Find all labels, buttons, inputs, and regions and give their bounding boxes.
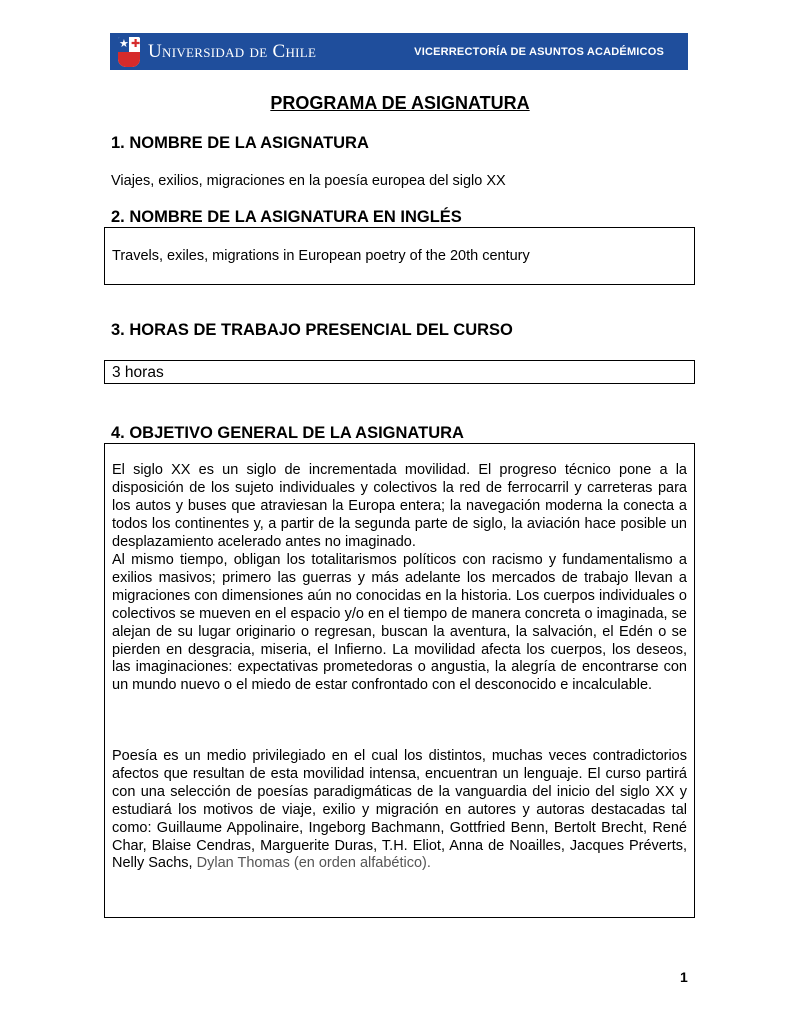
university-header-banner	[110, 33, 688, 70]
objective-paragraph-3-main: Poesía es un medio privilegiado en el cual los distintos, muchas veces contradictorios afectos que resultan de esta movilidad intensa, encuentran un lenguaje. El curso partirá con una selección de poesías paradigmáticas de la vanguardia del inicio del siglo XX y estudiará los motivos de viaje, exilio y migración en autores y autoras destacadas tal como: Guillaume Appolinaire, Ingeborg Bachmann, Gottfried Benn, Bertolt Brecht, René Char, Blaise Cendras, Marguerite Duras, T.H. Eliot, Anna de Noailles, Jacques Préverts, Nelly Sachs,	[112, 748, 687, 872]
document-title: PROGRAMA DE ASIGNATURA	[270, 93, 530, 113]
objective-paragraph-3-end: Dylan Thomas (en orden alfabético).	[196, 855, 431, 872]
section-2-heading: 2. NOMBRE DE LA ASIGNATURA EN INGLÉS	[111, 208, 462, 226]
objective-box	[104, 443, 695, 918]
course-name-english: Travels, exiles, migrations in European poetry of the 20th century	[112, 248, 530, 264]
star-icon: ★	[119, 37, 129, 50]
vicerrectoria-label: VICERRECTORÍA DE ASUNTOS ACADÉMICOS	[414, 45, 664, 58]
hours-box	[104, 360, 695, 384]
section-3-heading: 3. HORAS DE TRABAJO PRESENCIAL DEL CURSO	[111, 321, 513, 339]
hours-value: 3 horas	[112, 364, 164, 381]
section-4-heading: 4. OBJETIVO GENERAL DE LA ASIGNATURA	[111, 424, 464, 442]
objective-paragraph-2: Al mismo tiempo, obligan los totalitarismos políticos con racismo y fundamentalismo a exilios masivos; primero las guerras y más adelante los mercados de trabajo llevan a migraciones con dimensiones aún no conocidas en la historia. Los cuerpos individuales o colectivos se mueven en el espacio y/o en el tiempo de manera concreta o imaginada, se alejan de su lugar originario o regresan, buscan la aventura, la salvación, el Edén o se pierden en desgracia, miseria, el Infierno. La movilidad afecta los cuerpos, los deseos, las imaginaciones: expectativas prometedoras o angustia, la alegría de encontrarse con un mundo nuevo o el miedo de estar confrontado con el desconocido e incalculable.	[112, 552, 687, 694]
course-name-spanish: Viajes, exilios, migraciones en la poesía europea del siglo XX	[111, 173, 506, 189]
cross-icon: ✚	[131, 37, 140, 50]
university-shield-logo	[118, 37, 140, 67]
objective-paragraph-1: El siglo XX es un siglo de incrementada movilidad. El progreso técnico pone a la disposición de los sujeto individuales y colectivos la red de ferrocarril y carreteras para los autos y buses que atraviesan la Europa entera; la navegación moderna la conecta a todos los continentes y, a partir de la segunda parte de siglo, la aviación hace posible un desplazamiento acelerado antes no imaginado.	[112, 462, 687, 550]
objective-paragraph-3	[112, 748, 687, 873]
university-name: Universidad de Chile	[148, 40, 317, 62]
course-name-english-box	[104, 227, 695, 285]
page-number: 1	[680, 969, 688, 985]
section-1-heading: 1. NOMBRE DE LA ASIGNATURA	[111, 134, 369, 152]
